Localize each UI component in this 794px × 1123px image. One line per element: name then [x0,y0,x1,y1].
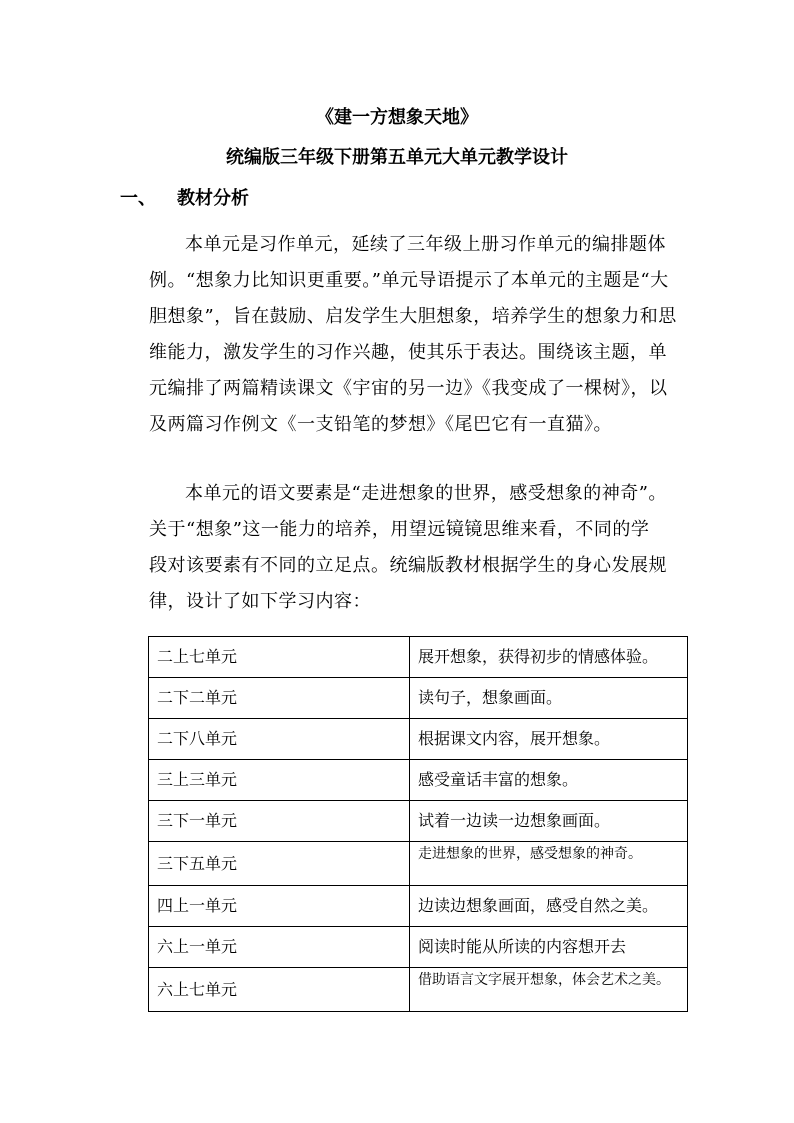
paragraph-line: 胆想象”，旨在鼓励、启发学生大胆想象，培养学生的想象力和思 [149,306,677,327]
content-cell: 边读边想象画面，感受自然之美。 [409,886,687,927]
content-cell: 借助语言文字展开想象，体会艺术之美。 [409,968,687,1012]
table-row [149,842,688,886]
table-row [149,801,688,842]
learning-content-table [148,636,688,1012]
paragraph-line: 维能力，激发学生的习作兴趣，使其乐于表达。围绕该主题，单 [149,342,667,363]
table-row [149,968,688,1012]
content-cell: 感受童话丰富的想象。 [409,760,687,801]
paragraph-line: 律，设计了如下学习内容： [149,591,371,612]
content-cell: 展开想象，获得初步的情感体验。 [409,637,687,678]
section-heading [120,186,249,212]
table-row [149,927,688,968]
table-row [149,886,688,927]
paragraph-textbook-analysis [149,227,689,443]
content-cell: 根据课文内容，展开想象。 [409,719,687,760]
unit-cell: 四上一单元 [149,886,410,927]
table-row [149,637,688,678]
table-row [149,678,688,719]
paragraph-line: 元编排了两篇精读课文《宇宙的另一边》《我变成了一棵树》，以 [149,378,668,399]
content-cell: 读句子，想象画面。 [409,678,687,719]
unit-cell: 三下五单元 [149,842,410,886]
unit-cell: 六上七单元 [149,968,410,1012]
content-cell: 走进想象的世界，感受想象的神奇。 [409,842,687,886]
document-subtitle: 统编版三年级下册第五单元大单元教学设计 [226,147,568,168]
content-cell: 阅读时能从所读的内容想开去 [409,927,687,968]
content-cell: 试着一边读一边想象画面。 [409,801,687,842]
paragraph-line: 本单元是习作单元，延续了三年级上册习作单元的编排题体 [185,234,666,255]
table-row [149,760,688,801]
paragraph-line: 例。“想象力比知识更重要。”单元导语提示了本单元的主题是“大 [149,270,669,291]
paragraph-line: 段对该要素有不同的立足点。统编版教材根据学生的身心发展规 [149,555,667,576]
document-title: 《建一方想象天地》 [316,107,478,128]
unit-cell: 六上一单元 [149,927,410,968]
unit-cell: 三下一单元 [149,801,410,842]
paragraph-line: 关于“想象”这一能力的培养，用望远镜镜思维来看，不同的学 [149,519,650,540]
paragraph-line: 及两篇习作例文《一支铅笔的梦想》《尾巴它有一直猫》。 [149,414,612,435]
section-number: 一、 [120,188,156,209]
unit-cell: 二下八单元 [149,719,410,760]
unit-cell: 二下二单元 [149,678,410,719]
paragraph-language-elements [149,476,689,620]
table-row [149,719,688,760]
paragraph-line: 本单元的语文要素是“走进想象的世界，感受想象的神奇”。 [185,483,667,504]
unit-cell: 二上七单元 [149,637,410,678]
section-title: 教材分析 [177,188,249,209]
unit-cell: 三上三单元 [149,760,410,801]
